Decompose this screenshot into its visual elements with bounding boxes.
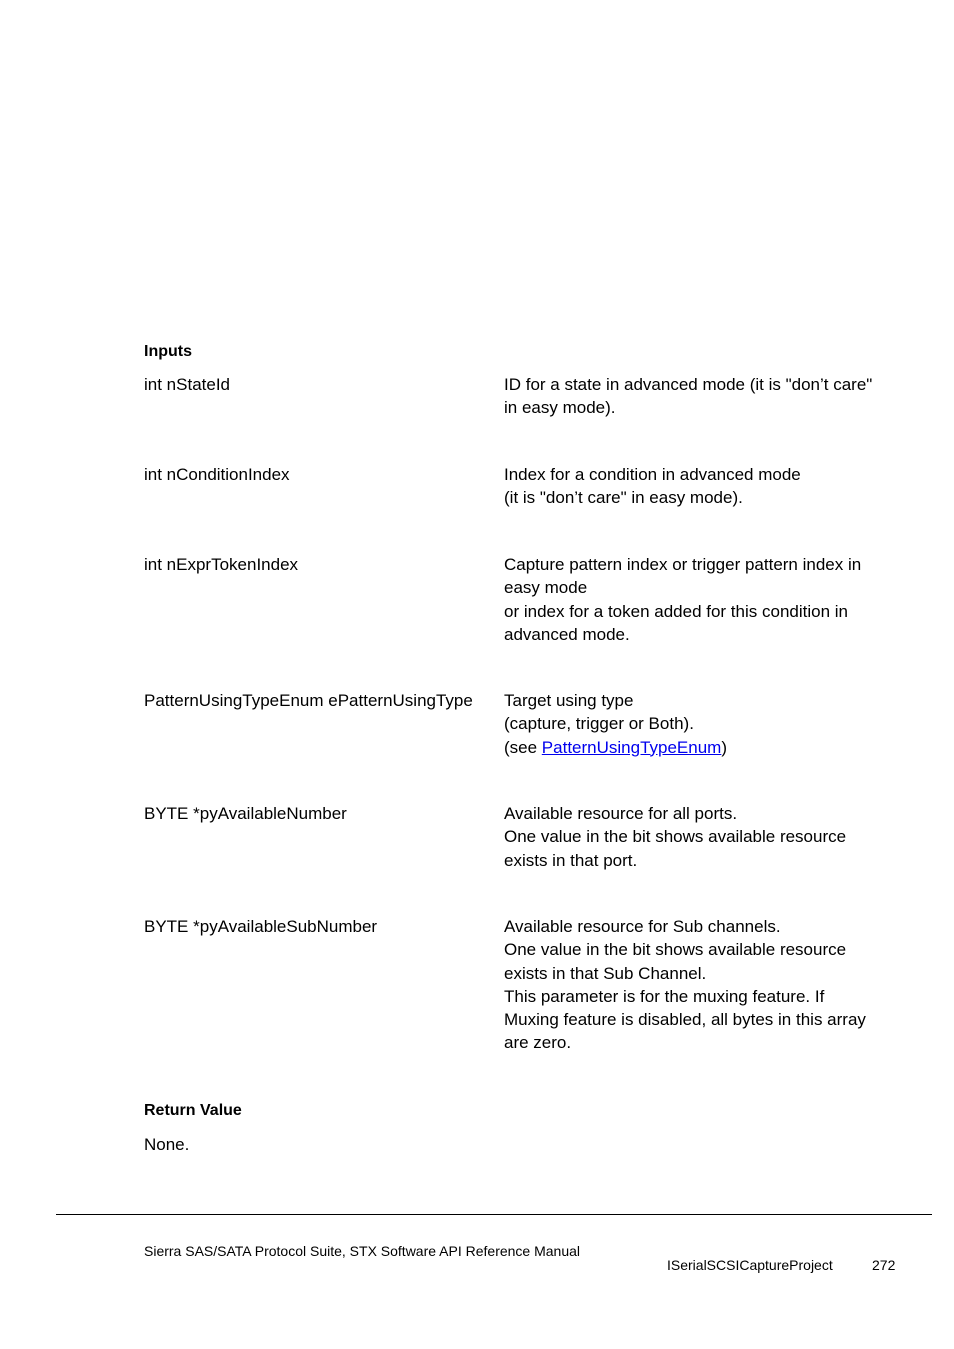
patternusingtypeenum-link[interactable]: PatternUsingTypeEnum <box>541 737 722 757</box>
desc-line: advanced mode. <box>504 624 630 644</box>
desc-line: Target using type <box>504 691 634 710</box>
footer-section-name: ISerialSCSICaptureProject <box>667 1257 833 1273</box>
desc-line: One value in the bit shows available resource <box>504 940 847 960</box>
desc-line: (it is "don’t care" in easy mode). <box>504 488 743 508</box>
desc-line: or index for a token added for this condition in <box>504 601 848 621</box>
param-description <box>504 689 899 759</box>
param-name: int nExprTokenIndex <box>144 555 299 574</box>
param-description <box>504 373 899 420</box>
param-name: int nStateId <box>144 375 231 394</box>
param-name: int nConditionIndex <box>144 465 290 484</box>
desc-line: Available resource for all ports. <box>504 804 738 823</box>
desc-line: Available resource for Sub channels. <box>504 917 781 936</box>
desc-line: exists in that Sub Channel. <box>504 963 707 983</box>
desc-line: are zero. <box>504 1033 572 1053</box>
desc-line: ID for a state in advanced mode (it is "don’t care" <box>504 375 873 394</box>
footer-page-number: 272 <box>872 1257 896 1273</box>
param-name: BYTE *pyAvailableNumber <box>144 804 347 823</box>
see-prefix: (see <box>504 737 542 757</box>
param-description <box>504 802 899 872</box>
param-description <box>504 463 899 510</box>
desc-line: easy mode <box>504 578 588 598</box>
param-description <box>504 915 899 1055</box>
inputs-heading: Inputs <box>144 343 192 360</box>
desc-line: (capture, trigger or Both). <box>504 714 694 734</box>
param-description <box>504 553 899 646</box>
return-value-heading: Return Value <box>144 1102 242 1119</box>
footer-divider <box>56 1214 932 1215</box>
desc-line: Muxing feature is disabled, all bytes in this array <box>504 1010 866 1030</box>
desc-line: in easy mode). <box>504 398 616 418</box>
desc-line: exists in that port. <box>504 850 638 870</box>
desc-line: Index for a condition in advanced mode <box>504 465 801 484</box>
desc-line: This parameter is for the muxing feature. If <box>504 986 825 1006</box>
desc-line: One value in the bit shows available resource <box>504 827 847 847</box>
param-name: PatternUsingTypeEnum ePatternUsingType <box>144 691 473 710</box>
see-suffix: ) <box>721 737 728 757</box>
desc-line-see <box>504 736 899 759</box>
param-name: BYTE *pyAvailableSubNumber <box>144 917 378 936</box>
return-value-text: None. <box>144 1135 190 1154</box>
desc-line: Capture pattern index or trigger pattern index in <box>504 555 862 574</box>
footer-manual-title: Sierra SAS/SATA Protocol Suite, STX Software API Reference Manual <box>144 1243 581 1259</box>
